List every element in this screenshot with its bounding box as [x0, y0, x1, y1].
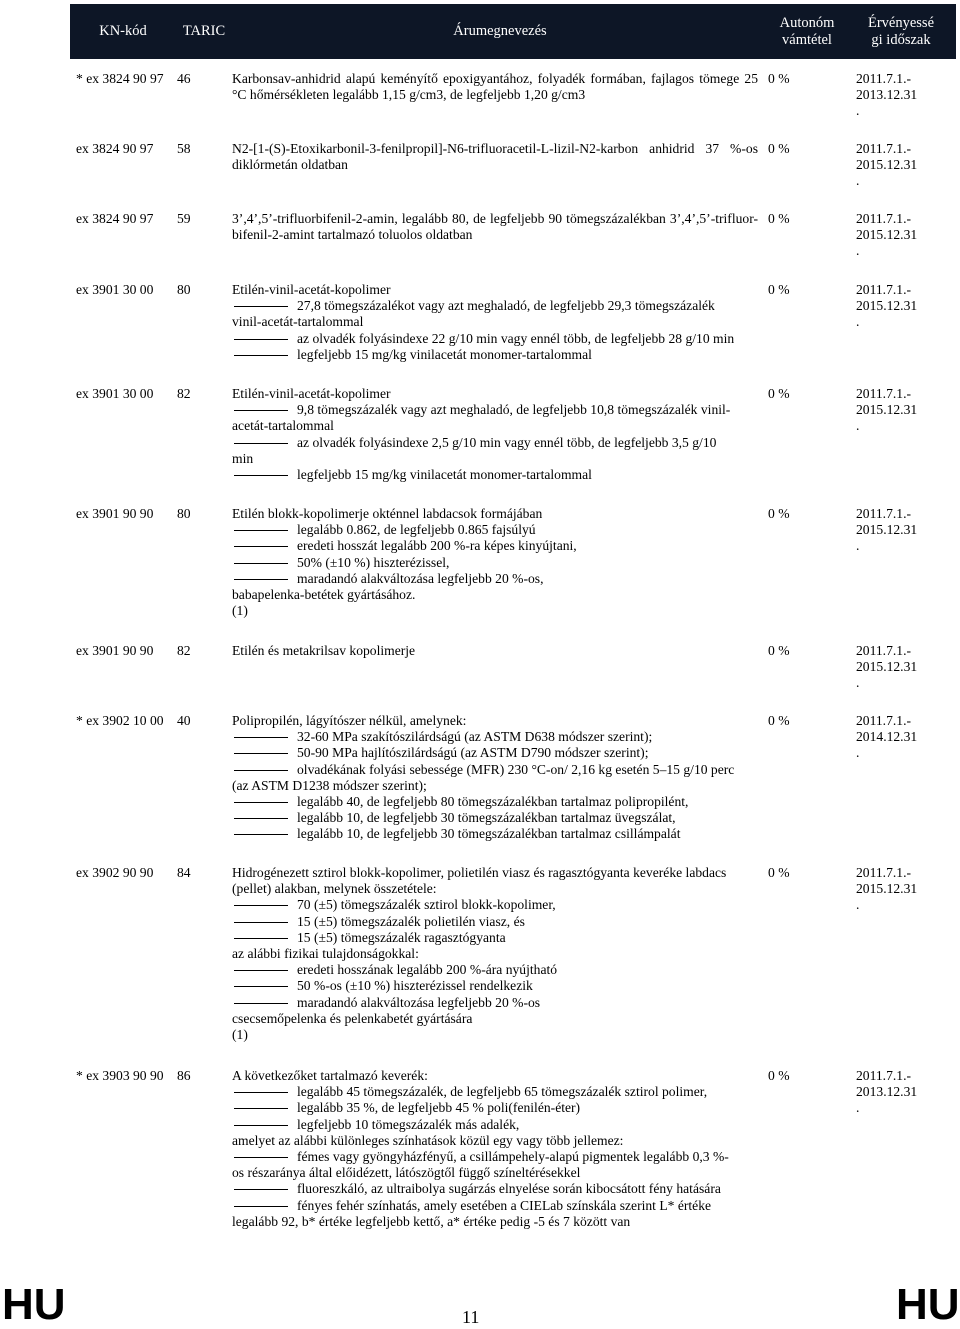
description-indent-item: az olvadék folyásindexe 2,5 g/10 min vagy ennél több, de legfeljebb 3,5 g/10 — [232, 435, 758, 451]
description-indent-item: 32-60 MPa szakítószilárdságú (az ASTM D638 módszer szerint); — [232, 729, 758, 745]
description-indent-item: legalább 0.862, de legfeljebb 0.865 fajsúlyú — [232, 522, 758, 538]
validity-line: 2015.12.31 — [856, 157, 918, 173]
validity-line: . — [856, 103, 860, 119]
validity-line: 2011.7.1.- — [856, 141, 911, 156]
validity-cell — [856, 141, 936, 190]
validity-line: . — [856, 173, 860, 189]
validity-cell — [856, 211, 936, 260]
description-indent-item: az olvadék folyásindexe 22 g/10 min vagy ennél több, de legfeljebb 28 g/10 min — [232, 331, 758, 347]
description-cell — [232, 865, 758, 1043]
description-indent-item: 50% (±10 %) hiszterézissel, — [232, 555, 758, 571]
description-indent-item: olvadékának folyási sebessége (MFR) 230 °C-on/ 2,16 kg esetén 5–15 g/10 perc — [232, 762, 758, 778]
taric-cell: 40 — [177, 713, 191, 728]
description-line: vinil-acetát-tartalommal — [232, 314, 364, 330]
validity-cell — [856, 282, 936, 331]
description-line: legalább 92, b* értéke legfeljebb kettő, a* értéke pedig -5 és 7 között van — [232, 1213, 631, 1229]
description-indent-item: legfeljebb 15 mg/kg vinilacetát monomer-tartalommal — [232, 347, 758, 363]
header-kn-code: KN-kód — [99, 23, 147, 39]
description-cell — [232, 713, 758, 843]
description-cell — [232, 71, 758, 103]
description-indent-item: 50 %-os (±10 %) hiszterézissel rendelkezik — [232, 978, 758, 994]
validity-line: 2013.12.31 — [856, 87, 918, 103]
taric-cell: 82 — [177, 386, 191, 401]
validity-line: 2014.12.31 — [856, 729, 918, 745]
validity-line: 2015.12.31 — [856, 227, 918, 243]
duty-rate-cell: 0 % — [768, 386, 790, 401]
description-indent-item: fényes fehér színhatás, amely esetében a CIELab színskála szerint L* értéke — [232, 1198, 758, 1214]
page-number: 11 — [462, 1307, 480, 1327]
description-indent-item: legalább 35 %, de legfeljebb 45 % poli(fenilén-éter) — [232, 1100, 758, 1116]
description-line: amelyet az alábbi különleges színhatások közül egy vagy több jellemez: — [232, 1132, 624, 1148]
validity-line: 2015.12.31 — [856, 298, 918, 314]
taric-cell: 59 — [177, 211, 191, 226]
kn-code-cell: * ex 3903 90 90 — [76, 1068, 164, 1083]
validity-line: 2015.12.31 — [856, 402, 918, 418]
kn-code-cell: * ex 3824 90 97 — [76, 71, 164, 86]
description-line: (1) — [232, 603, 248, 619]
duty-rate-cell: 0 % — [768, 282, 790, 297]
description-line: N2-[1-(S)-Etoxikarbonil-3-fenilpropil]-N6-trifluoracetil-L-lizil-N2-karbon anhidrid 37 %-os diklórmetán oldatban — [232, 141, 758, 173]
description-line: (1) — [232, 1027, 248, 1043]
description-line: Etilén és metakrilsav kopolimerje — [232, 643, 416, 658]
validity-line: . — [856, 745, 860, 761]
validity-line: . — [856, 418, 860, 434]
description-line: az alábbi fizikai tulajdonságokkal: — [232, 946, 419, 962]
description-line: (pellet) alakban, melynek összetétele: — [232, 881, 437, 897]
validity-line: 2011.7.1.- — [856, 1068, 911, 1083]
validity-line: 2011.7.1.- — [856, 282, 911, 297]
duty-rate-cell: 0 % — [768, 713, 790, 728]
description-indent-item: legalább 45 tömegszázalék, de legfeljebb 65 tömegszázalék sztirol polimer, — [232, 1084, 758, 1100]
validity-line: 2011.7.1.- — [856, 713, 911, 728]
validity-cell — [856, 386, 936, 435]
validity-cell — [856, 643, 936, 692]
taric-cell: 86 — [177, 1068, 191, 1083]
taric-cell: 58 — [177, 141, 191, 156]
description-line: min — [232, 450, 254, 466]
validity-line: . — [856, 897, 860, 913]
header-validity-period: Érvényessé gi időszak — [867, 14, 935, 48]
validity-line: . — [856, 1100, 860, 1116]
footer-country-left: HU — [2, 1280, 66, 1329]
description-line: Etilén-vinil-acetát-kopolimer — [232, 386, 391, 401]
kn-code-cell: ex 3824 90 97 — [76, 141, 154, 156]
header-taric: TARIC — [182, 23, 226, 39]
description-indent-item: 15 (±5) tömegszázalék polietilén viasz, és — [232, 914, 758, 930]
description-line: 3’,4’,5’-trifluorbifenil-2-amin, legalább 80, de legfeljebb 90 tömegszázalékban 3’,4’,5’-trifluor-bifenil-2-amint tartalmazó toluolos oldatban — [232, 211, 758, 243]
kn-code-cell: ex 3901 90 90 — [76, 643, 154, 658]
kn-code-cell: ex 3902 90 90 — [76, 865, 154, 880]
duty-rate-cell: 0 % — [768, 71, 790, 86]
duty-rate-cell: 0 % — [768, 865, 790, 880]
description-indent-item: legalább 40, de legfeljebb 80 tömegszázalékban tartalmaz polipropilént, — [232, 794, 758, 810]
taric-cell: 84 — [177, 865, 191, 880]
duty-rate-cell: 0 % — [768, 643, 790, 658]
validity-line: . — [856, 675, 860, 691]
validity-line: 2011.7.1.- — [856, 643, 911, 658]
description-line: acetát-tartalommal — [232, 418, 334, 434]
taric-cell: 82 — [177, 643, 191, 658]
validity-cell — [856, 71, 936, 120]
description-indent-item: legfeljebb 15 mg/kg vinilacetát monomer-tartalommal — [232, 467, 758, 483]
description-cell — [232, 386, 758, 483]
description-line: Hidrogénezett sztirol blokk-kopolimer, polietilén viasz és ragasztógyanta keveréke labdacs — [232, 865, 727, 880]
taric-cell: 80 — [177, 282, 191, 297]
kn-code-cell: * ex 3902 10 00 — [76, 713, 164, 728]
description-indent-item: maradandó alakváltozása legfeljebb 20 %-os, — [232, 571, 758, 587]
description-indent-item: 15 (±5) tömegszázalék ragasztógyanta — [232, 930, 758, 946]
validity-line: . — [856, 538, 860, 554]
description-cell — [232, 282, 758, 363]
description-line: Polipropilén, lágyítószer nélkül, amelynek: — [232, 713, 467, 728]
description-line: babapelenka-betétek gyártásához. — [232, 587, 416, 603]
description-indent-item: eredeti hosszának legalább 200 %-ára nyújtható — [232, 962, 758, 978]
validity-cell — [856, 713, 936, 762]
validity-line: 2015.12.31 — [856, 522, 918, 538]
description-cell — [232, 211, 758, 243]
description-indent-item: legalább 10, de legfeljebb 30 tömegszázalékban tartalmaz csillámpalát — [232, 826, 758, 842]
validity-line: 2011.7.1.- — [856, 71, 911, 86]
header-autonomous-rate: Autonóm vámtétel — [779, 14, 835, 48]
footer-country-right: HU — [896, 1280, 960, 1329]
validity-line: 2015.12.31 — [856, 881, 918, 897]
description-line: (az ASTM D1238 módszer szerint); — [232, 777, 427, 793]
description-line: csecsemőpelenka és pelenkabetét gyártására — [232, 1010, 473, 1026]
description-indent-item: 9,8 tömegszázalék vagy azt meghaladó, de legfeljebb 10,8 tömegszázalék vinil- — [232, 402, 758, 418]
validity-line: 2011.7.1.- — [856, 386, 911, 401]
duty-rate-cell: 0 % — [768, 211, 790, 226]
description-cell — [232, 643, 758, 659]
description-indent-item: 70 (±5) tömegszázalék sztirol blokk-kopolimer, — [232, 897, 758, 913]
kn-code-cell: ex 3901 30 00 — [76, 386, 154, 401]
description-indent-item: fémes vagy gyöngyházfényű, a csillámpehely-alapú pigmentek legalább 0,3 %- — [232, 1149, 758, 1165]
description-cell — [232, 141, 758, 173]
validity-line: 2011.7.1.- — [856, 506, 911, 521]
header-description: Árumegnevezés — [453, 23, 547, 39]
description-indent-item: 50-90 MPa hajlítószilárdságú (az ASTM D790 módszer szerint); — [232, 745, 758, 761]
description-indent-item: fluoreszkáló, az ultraibolya sugárzás elnyelése során kibocsátott fény hatására — [232, 1181, 758, 1197]
description-line: A következőket tartalmazó keverék: — [232, 1068, 428, 1083]
validity-line: 2015.12.31 — [856, 659, 918, 675]
description-indent-item: maradandó alakváltozása legfeljebb 20 %-os — [232, 995, 758, 1011]
description-indent-item: eredeti hosszát legalább 200 %-ra képes kinyújtani, — [232, 538, 758, 554]
validity-line: . — [856, 243, 860, 259]
kn-code-cell: ex 3901 30 00 — [76, 282, 154, 297]
description-line: Etilén-vinil-acetát-kopolimer — [232, 282, 391, 297]
validity-line: 2011.7.1.- — [856, 865, 911, 880]
validity-line: 2011.7.1.- — [856, 211, 911, 226]
taric-cell: 46 — [177, 71, 191, 86]
kn-code-cell: ex 3901 90 90 — [76, 506, 154, 521]
description-indent-item: legalább 10, de legfeljebb 30 tömegszázalékban tartalmaz üvegszálat, — [232, 810, 758, 826]
taric-cell: 80 — [177, 506, 191, 521]
kn-code-cell: ex 3824 90 97 — [76, 211, 154, 226]
description-line: Karbonsav-anhidrid alapú keményítő epoxigyantához, folyadék formában, fajlagos tömege 25 °C hőmérsékleten legalább 1,15 g/cm3, de legfeljebb 1,20 g/cm3 — [232, 71, 758, 103]
description-indent-item: legfeljebb 10 tömegszázalék más adalék, — [232, 1117, 758, 1133]
validity-line: . — [856, 314, 860, 330]
duty-rate-cell: 0 % — [768, 141, 790, 156]
validity-cell — [856, 506, 936, 555]
validity-line: 2013.12.31 — [856, 1084, 918, 1100]
description-cell — [232, 1068, 758, 1230]
validity-cell — [856, 865, 936, 914]
duty-rate-cell: 0 % — [768, 1068, 790, 1083]
description-cell — [232, 506, 758, 619]
validity-cell — [856, 1068, 936, 1117]
description-line: Etilén blokk-kopolimerje okténnel labdacsok formájában — [232, 506, 543, 521]
duty-rate-cell: 0 % — [768, 506, 790, 521]
description-indent-item: 27,8 tömegszázalékot vagy azt meghaladó, de legfeljebb 29,3 tömegszázalék — [232, 298, 758, 314]
description-line: os részaránya által előidézett, látószögtől függő színeltérésekkel — [232, 1165, 581, 1181]
table-header — [70, 4, 956, 59]
